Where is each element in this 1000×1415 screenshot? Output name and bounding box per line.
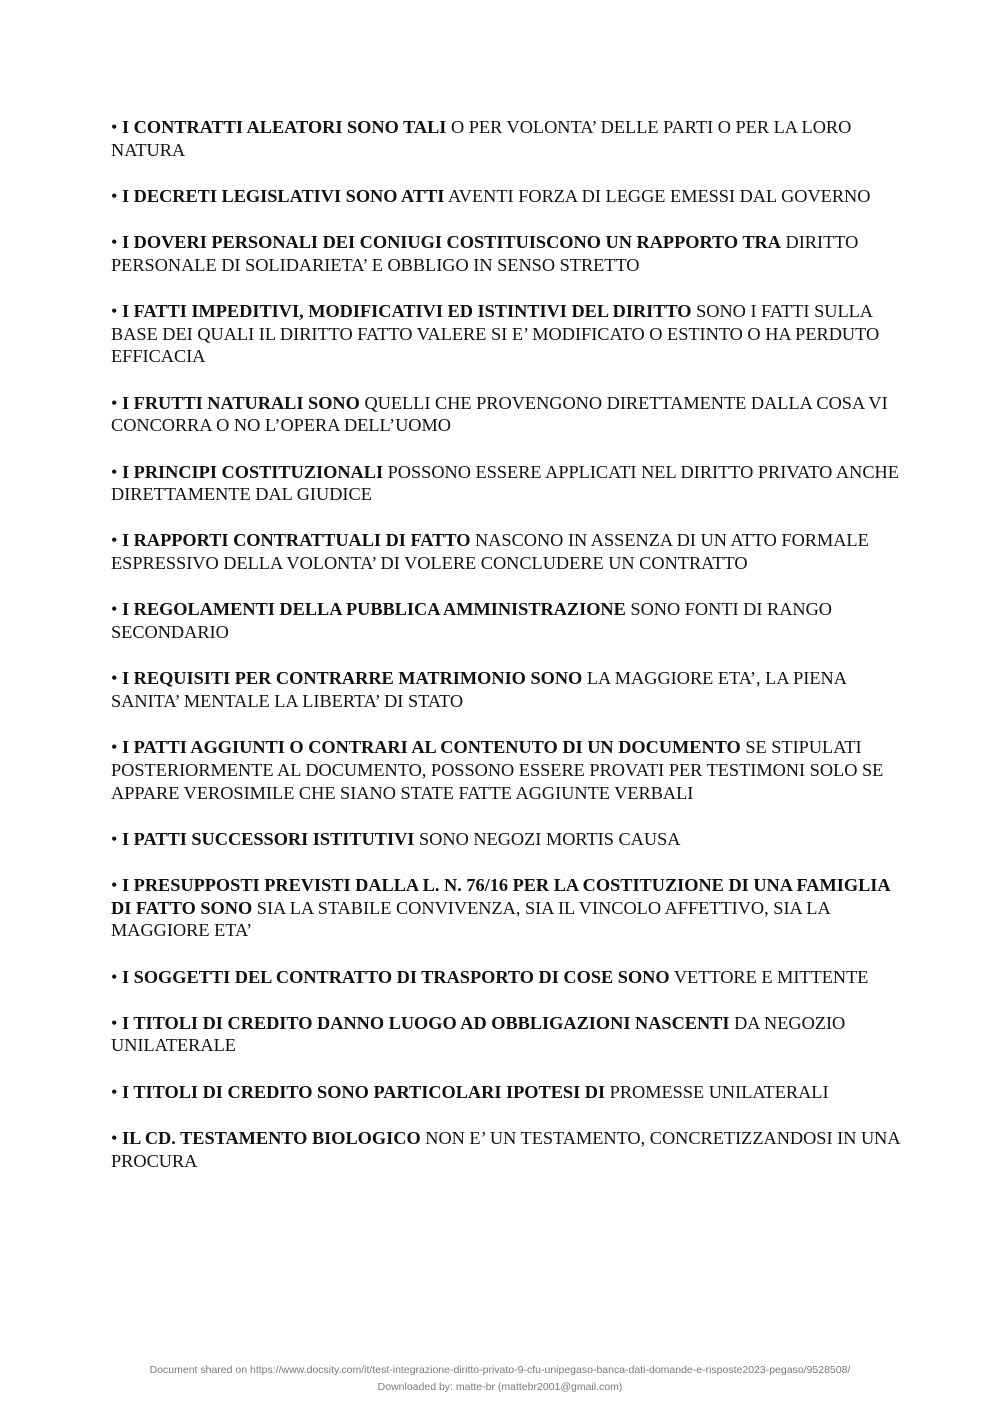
footer-downloaded-by: Downloaded by: matte-br (mattebr2001@gmail.com) — [377, 1381, 623, 1393]
item-lead-text: I DECRETI LEGISLATIVI SONO ATTI — [121, 185, 445, 206]
item-lead-text: I PATTI SUCCESSORI ISTITUTIVI — [121, 828, 415, 849]
bullet-icon: • — [111, 117, 118, 137]
item-lead-text: I PRINCIPI COSTITUZIONALI — [121, 461, 384, 482]
bullet-icon: • — [111, 232, 118, 253]
item-answer-text: DA NEGOZIO UNILATERALE — [111, 1012, 846, 1056]
bullet-icon: • — [111, 1012, 118, 1033]
item-answer-text: AVENTI FORZA DI LEGGE EMESSI DAL GOVERNO — [447, 185, 871, 206]
item-answer-text: NON E’ UN TESTAMENTO, CONCRETIZZANDOSI IN UNA PROCURA — [111, 1127, 900, 1171]
item-lead-text: I CONTRATTI ALEATORI SONO TALI — [121, 117, 447, 137]
item-lead-text: I PRESUPPOSTI PREVISTI DALLA L. N. 76/16 PER LA COSTITUZIONE DI UNA FAMIGLIA DI FATTO SONO — [111, 874, 890, 918]
item-answer-text: SE STIPULATI POSTERIORMENTE AL DOCUMENTO, POSSONO ESSERE PROVATI PER TESTIMONI SOLO SE APPARE VEROSIMILE CHE SIANO STATE FATTE AGGIUNTE VERBALI — [111, 737, 884, 803]
item-answer-text: SONO NEGOZI MORTIS CAUSA — [419, 828, 681, 849]
list-item — [111, 828, 901, 851]
item-answer-text: SIA LA STABILE CONVIVENZA, SIA IL VINCOLO AFFETTIVO, SIA LA MAGGIORE ETA’ — [111, 897, 830, 941]
item-answer-text: NASCONO IN ASSENZA DI UN ATTO FORMALE ESPRESSIVO DELLA VOLONTA’ DI VOLERE CONCLUDERE UN CONTRATTO — [111, 530, 869, 574]
item-answer-text: VETTORE E MITTENTE — [673, 966, 869, 987]
item-answer-text: DIRITTO PERSONALE DI SOLIDARIETA’ E OBBLIGO IN SENSO STRETTO — [111, 232, 859, 275]
item-lead-text: I TITOLI DI CREDITO SONO PARTICOLARI IPOTESI DI — [121, 1081, 606, 1102]
bullet-icon: • — [111, 392, 118, 413]
item-answer-text: QUELLI CHE PROVENGONO DIRETTAMENTE DALLA COSA VI CONCORRA O NO L’OPERA DELL’UOMO — [111, 392, 888, 436]
footer-shared-on: Document shared on https://www.docsity.com/it/test-integrazione-diritto-privato-9-cfu-unipegaso-banca-dati-domande-e-risposte2023-pegaso/9528508/ — [149, 1364, 851, 1376]
bullet-icon: • — [111, 668, 118, 689]
bullet-icon: • — [111, 966, 118, 987]
item-lead-text: I REQUISITI PER CONTRARRE MATRIMONIO SONO — [121, 668, 583, 689]
item-answer-text: O PER VOLONTA’ DELLE PARTI O PER LA LORO NATURA — [111, 117, 852, 160]
list-item — [111, 667, 901, 712]
list-item — [111, 116, 901, 161]
item-lead-text: I PATTI AGGIUNTI O CONTRARI AL CONTENUTO DI UN DOCUMENTO — [121, 737, 741, 758]
bullet-icon: • — [111, 461, 118, 482]
item-lead-text: IL CD. TESTAMENTO BIOLOGICO — [121, 1127, 421, 1148]
item-answer-text: PROMESSE UNILATERALI — [609, 1081, 829, 1102]
list-item — [111, 185, 901, 208]
list-item — [111, 1127, 901, 1172]
item-lead-text: I DOVERI PERSONALI DEI CONIUGI COSTITUISCONO UN RAPPORTO TRA — [121, 232, 781, 253]
list-item — [111, 529, 901, 574]
item-lead-text: I REGOLAMENTI DELLA PUBBLICA AMMINISTRAZIONE — [121, 599, 626, 620]
list-item — [111, 461, 901, 506]
item-lead-text: I RAPPORTI CONTRATTUALI DI FATTO — [121, 530, 471, 551]
answer-list — [111, 116, 901, 1196]
list-item — [111, 736, 901, 804]
bullet-icon: • — [111, 828, 118, 849]
list-item — [111, 231, 901, 276]
item-lead-text: I SOGGETTI DEL CONTRATTO DI TRASPORTO DI COSE SONO — [121, 966, 670, 987]
bullet-icon: • — [111, 185, 118, 206]
item-lead-text: I FRUTTI NATURALI SONO — [121, 392, 360, 413]
list-item — [111, 874, 901, 942]
bullet-icon: • — [111, 1081, 118, 1102]
list-item — [111, 1012, 901, 1057]
bullet-icon: • — [111, 737, 118, 758]
bullet-icon: • — [111, 301, 118, 322]
list-item — [111, 966, 901, 989]
item-lead-text: I TITOLI DI CREDITO DANNO LUOGO AD OBBLIGAZIONI NASCENTI — [121, 1012, 730, 1033]
list-item — [111, 300, 901, 368]
item-answer-text: POSSONO ESSERE APPLICATI NEL DIRITTO PRIVATO ANCHE DIRETTAMENTE DAL GIUDICE — [111, 461, 899, 505]
list-item — [111, 1081, 901, 1104]
item-lead-text: I FATTI IMPEDITIVI, MODIFICATIVI ED ISTINTIVI DEL DIRITTO — [121, 301, 692, 322]
item-answer-text: SONO FONTI DI RANGO SECONDARIO — [111, 599, 833, 643]
bullet-icon: • — [111, 599, 118, 620]
list-item — [111, 392, 901, 437]
bullet-icon: • — [111, 1127, 118, 1148]
list-item — [111, 598, 901, 643]
item-answer-text: SONO I FATTI SULLA BASE DEI QUALI IL DIRITTO FATTO VALERE SI E’ MODIFICATO O ESTINTO O HA PERDUTO EFFICACIA — [111, 301, 880, 367]
bullet-icon: • — [111, 530, 118, 551]
item-answer-text: LA MAGGIORE ETA’, LA PIENA SANITA’ MENTALE LA LIBERTA’ DI STATO — [111, 668, 846, 711]
bullet-icon: • — [111, 874, 118, 895]
